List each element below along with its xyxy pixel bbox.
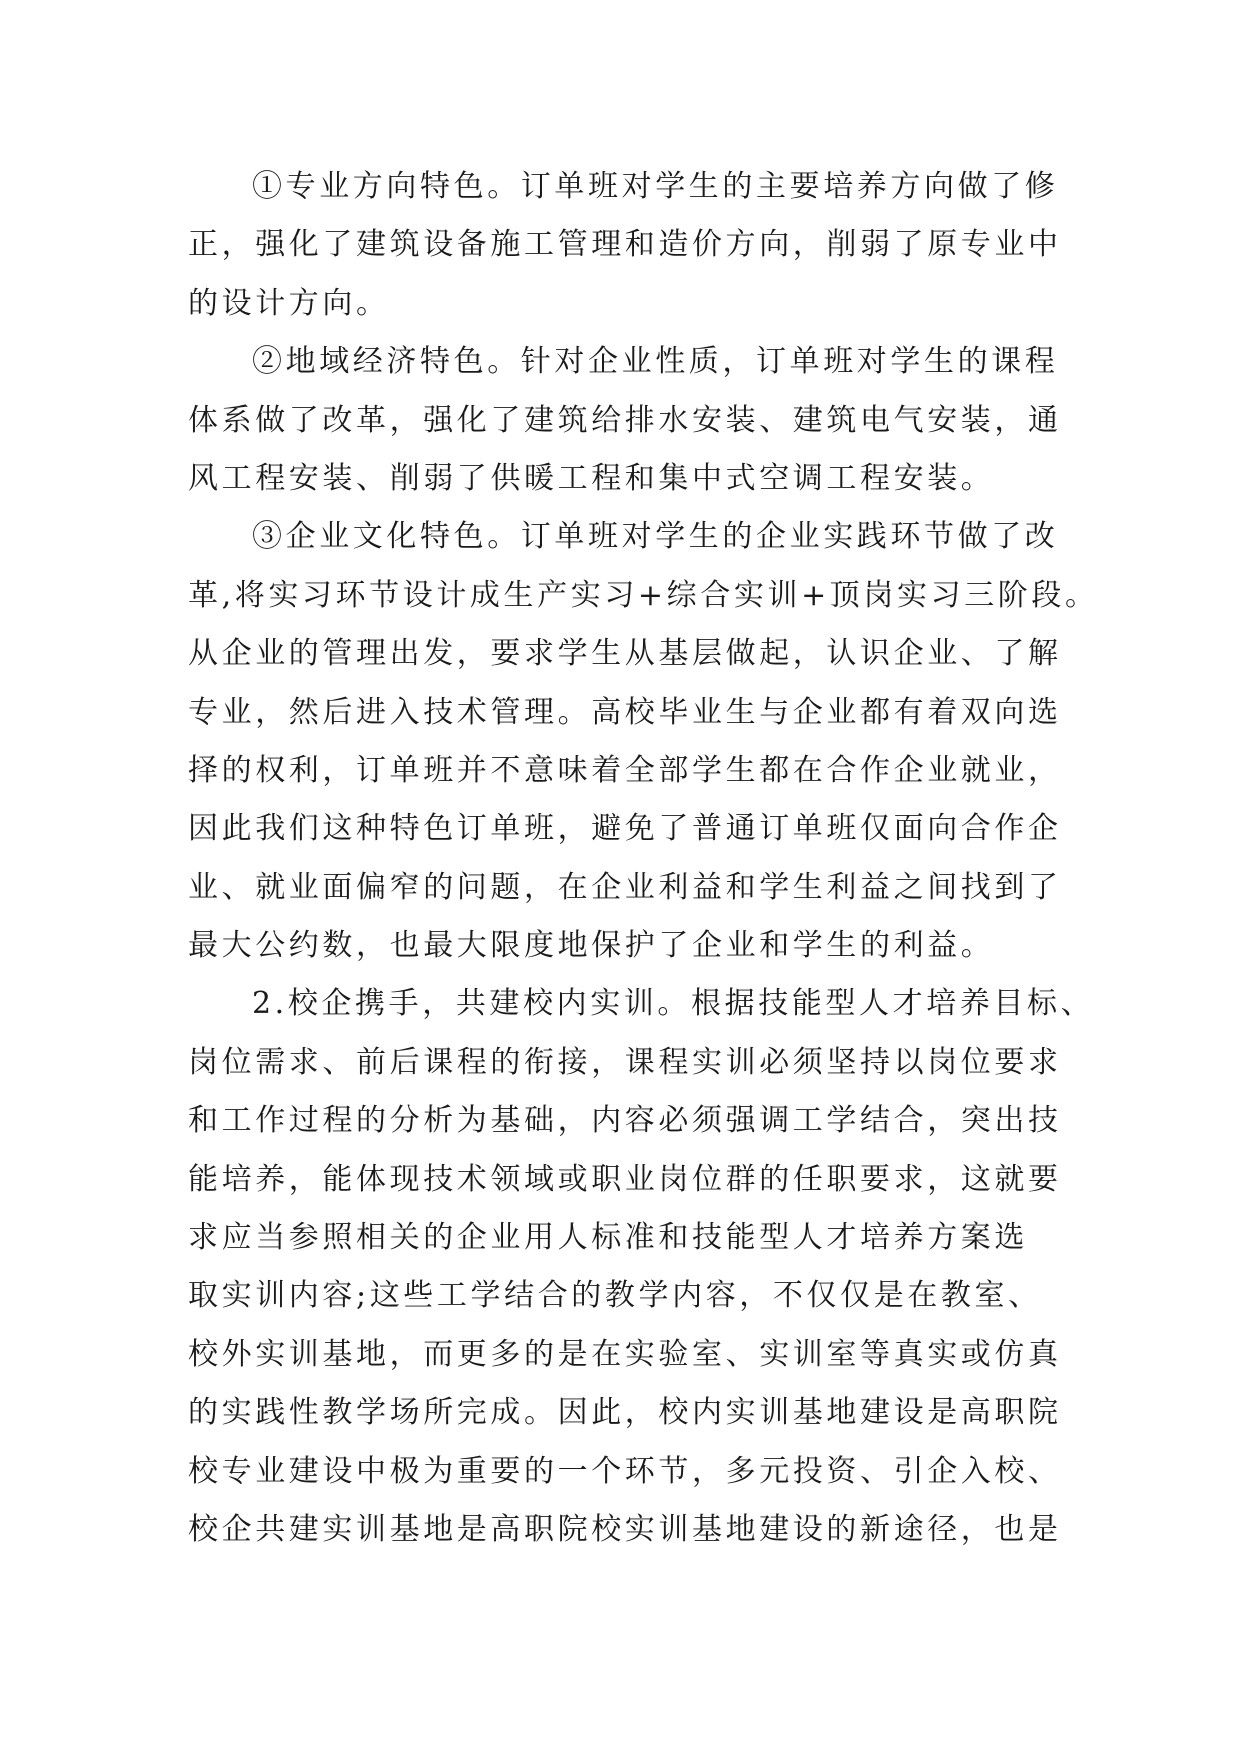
text-line: 最大公约数，也最大限度地保护了企业和学生的利益。 [188,928,995,964]
text-line: 校专业建设中极为重要的一个环节，多元投资、引企入校、 [188,1453,1062,1489]
text-line: 风工程安装、削弱了供暖工程和集中式空调工程安装。 [188,460,995,496]
text-line: ②地域经济特色。针对企业性质，订单班对学生的课程 [252,344,1059,380]
text-line: 专业，然后进入技术管理。高校毕业生与企业都有着双向选 [188,694,1062,730]
text-line: 岗位需求、前后课程的衔接，课程实训必须坚持以岗位要求 [188,1044,1062,1080]
text-line: 校企共建实训基地是高职院校实训基地建设的新途径，也是 [188,1511,1062,1547]
text-line: 的实践性教学场所完成。因此，校内实训基地建设是高职院 [188,1395,1062,1431]
text-line: 因此我们这种特色订单班，避免了普通订单班仅面向合作企 [188,811,1062,847]
text-line: ①专业方向特色。订单班对学生的主要培养方向做了修 [252,169,1059,204]
text-line: ③企业文化特色。订单班对学生的企业实践环节做了改 [252,519,1059,555]
text-line: 能培养，能体现技术领域或职业岗位群的任职要求，这就要 [188,1161,1062,1197]
text-line: 2.校企携手，共建校内实训。根据技能型人才培养目标、 [252,986,1095,1022]
text-line: 从企业的管理出发，要求学生从基层做起，认识企业、了解 [188,636,1062,672]
text-line: 求应当参照相关的企业用人标准和技能型人才培养方案选 [188,1220,1028,1256]
text-line: 革,将实习环节设计成生产实习+综合实训+顶岗实习三阶段。 [188,577,1099,613]
text-line: 校外实训基地，而更多的是在实验室、实训室等真实或仿真 [188,1336,1062,1372]
text-line: 和工作过程的分析为基础，内容必须强调工学结合，突出技 [188,1103,1062,1139]
text-line: 取实训内容;这些工学结合的教学内容，不仅仅是在教室、 [188,1278,1042,1314]
text-line: 业、就业面偏窄的问题，在企业利益和学生利益之间找到了 [188,869,1062,905]
body-text [188,158,1099,1559]
text-line: 体系做了改革，强化了建筑给排水安装、建筑电气安装，通 [188,402,1062,438]
text-line: 正，强化了建筑设备施工管理和造价方向，削弱了原专业中 [188,227,1062,263]
text-line: 择的权利，订单班并不意味着全部学生都在合作企业就业， [188,752,1062,788]
text-line: 的设计方向。 [188,285,390,321]
